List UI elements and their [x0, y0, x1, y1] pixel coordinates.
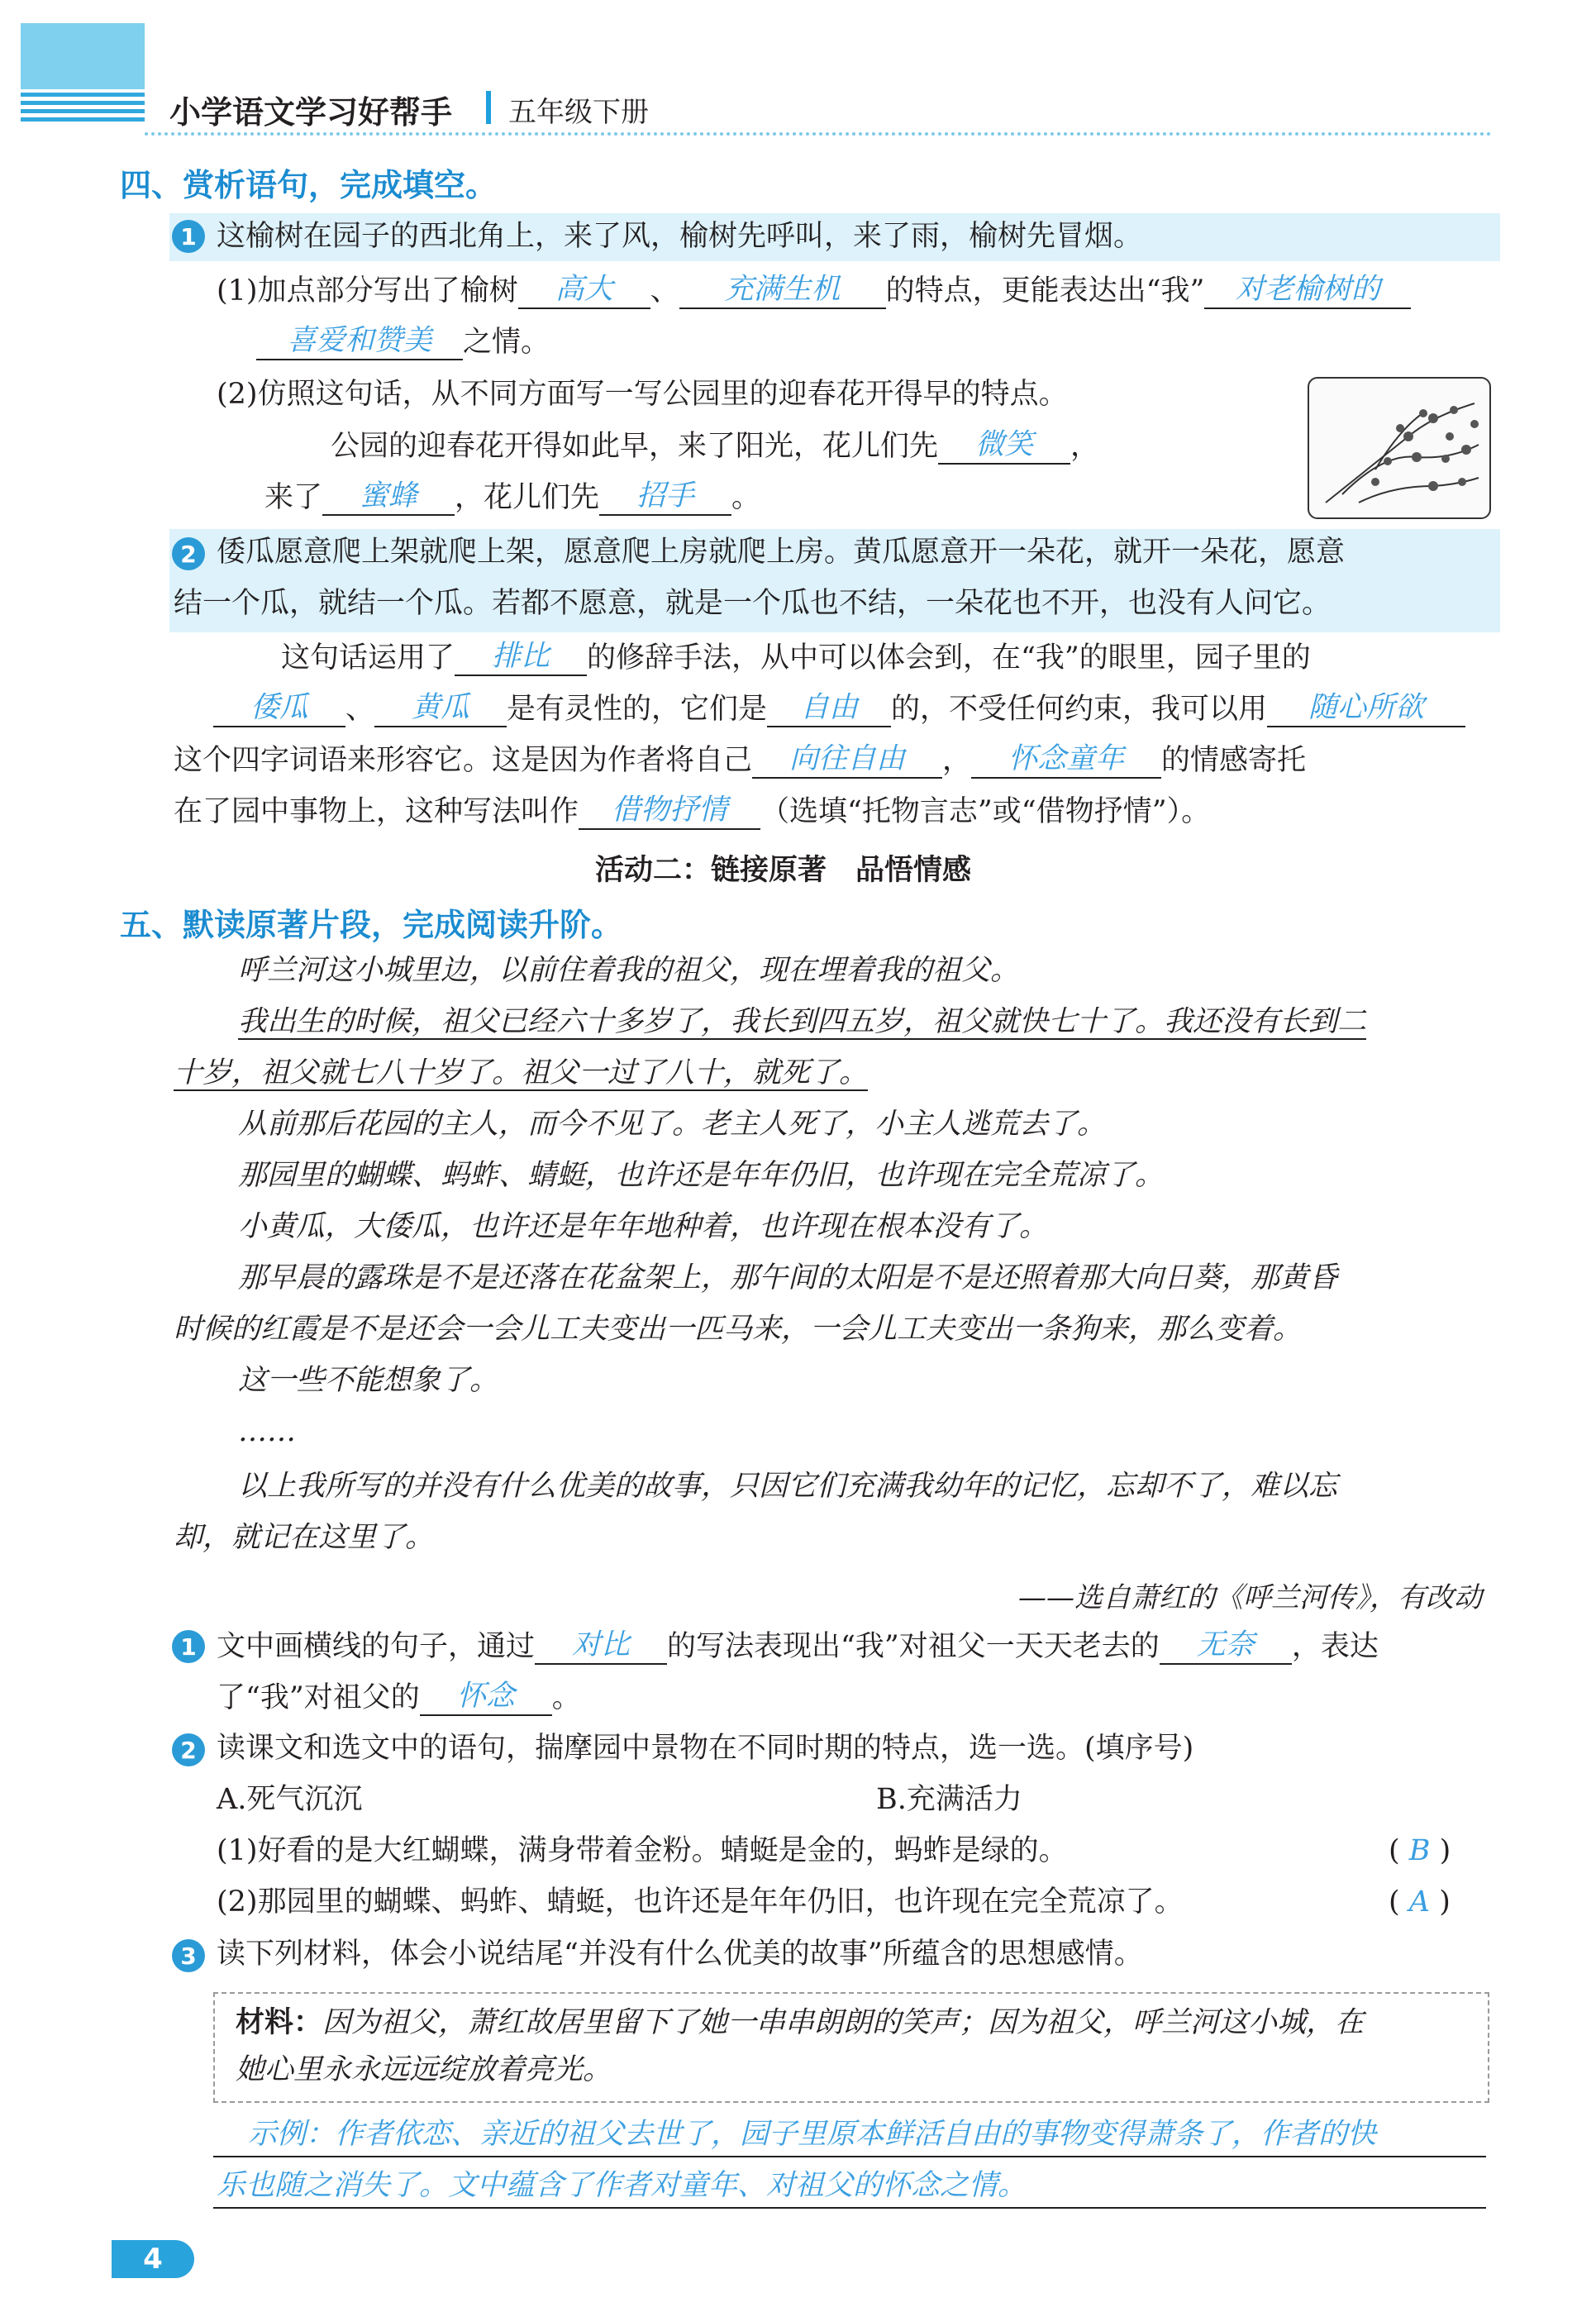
header-dotted-rule [145, 132, 1492, 136]
answer-blank[interactable]: 招手 [599, 478, 731, 516]
answer-blank[interactable]: 微笑 [938, 427, 1070, 465]
answer-blank[interactable]: 充满生机 [679, 271, 886, 309]
material-line2: 她心里永永远远绽放着亮光。 [236, 2053, 612, 2086]
passage-ellipsis: …… [238, 1415, 296, 1448]
q1-part2-line2: 来了 蜜蜂 ，花儿们先 招手 。 [264, 479, 761, 514]
material-line1: 材料：因为祖父，萧红故居里留下了她一串串朗朗的笑声；因为祖父，呼兰河这小城，在 [236, 2005, 1365, 2039]
flower-illustration [1308, 377, 1491, 519]
section4-title: 四、赏析语句，完成填空。 [120, 167, 498, 203]
q2-fill-line3: 这个四字词语来形容它。这是因为作者将自己 向往自由 ， 怀念童年 的情感寄托 [174, 742, 1307, 777]
q1-sentence: 这榆树在园子的西北角上，来了风，榆树先呼叫，来了雨，榆树先冒烟。 [217, 220, 1143, 253]
passage-line-underlined: 十岁，祖父就七八十岁了。祖父一过了八十，就死了。 [174, 1056, 869, 1089]
q2-number: 2 [172, 537, 205, 570]
answer-blank[interactable]: 怀念童年 [971, 741, 1161, 779]
answer-rule [213, 2207, 1486, 2209]
passage-line: 时候的红霞是不是还会一会儿工夫变出一匹马来，一会儿工夫变出一条狗来，那么变着。 [174, 1313, 1303, 1346]
q1-number: 1 [172, 220, 205, 253]
s5-q2-item2: (2)那园里的蝴蝶、蚂蚱、蜻蜓，也许还是年年仍旧，也许现在完全荒凉了。 [217, 1885, 1184, 1919]
q1-part2-line1: 公园的迎春花开得如此早，来了阳光，花儿们先 微笑 ， [331, 428, 1100, 463]
s5-q1-number: 1 [172, 1630, 205, 1663]
s5-q3-number: 3 [172, 1939, 205, 1972]
example-answer-line1: 示例：作者依恋、亲近的祖父去世了，园子里原本鲜活自由的事物变得萧条了，作者的快 [248, 2118, 1377, 2151]
q2-fill-line4: 在了园中事物上，这种写法叫作 借物抒情 （选填“托物言志”或“借物抒情”）。 [174, 794, 1211, 828]
q2-fill-line2: 倭瓜 、 黄瓜 是有灵性的，它们是 自由 的，不受任何约束，我可以用 随心所欲 [213, 689, 1465, 727]
s5-q3-stem: 读下列材料，体会小说结尾“并没有什么优美的故事”所蕴含的思想感情。 [217, 1938, 1143, 1971]
q1-part2-stem: (2)仿照这句话，从不同方面写一写公园里的迎春花开得早的特点。 [217, 378, 1068, 411]
book-title: 小学语文学习好帮手 [169, 94, 453, 131]
answer-blank[interactable]: 排比 [455, 638, 587, 676]
answer-blank[interactable]: 蜜蜂 [322, 478, 455, 516]
option-a: A.死气沉沉 [217, 1783, 363, 1816]
s5-q1-line1: 文中画横线的句子，通过 对比 的写法表现出“我”对祖父一天天老去的 无奈 ，表达 [217, 1628, 1379, 1663]
s5-q2-answer2[interactable]: ( A ) [1389, 1885, 1451, 1919]
passage-line: 以上我所写的并没有什么优美的故事，只因它们充满我幼年的记忆，忘却不了，难以忘 [238, 1470, 1338, 1503]
q1-part1-line2: 喜爱和赞美 之情。 [256, 322, 550, 360]
answer-blank[interactable]: 自由 [767, 689, 891, 727]
answer-blank[interactable]: 倭瓜 [213, 689, 345, 727]
answer-blank[interactable]: 高大 [518, 271, 650, 309]
activity2-heading: 活动二：链接原著 品悟情感 [595, 854, 972, 887]
answer-blank[interactable]: 无奈 [1160, 1627, 1292, 1665]
q1-part1-line1: (1)加点部分写出了榆树 高大 、 充满生机 的特点，更能表达出“我” 对老榆树的 [217, 271, 1411, 309]
passage-line-underlined: 我出生的时候，祖父已经六十多岁了，我长到四五岁，祖父就快七十了。我还没有长到二 [238, 1005, 1367, 1038]
section5-title: 五、默读原著片段，完成阅读升阶。 [120, 907, 623, 943]
example-answer-line2: 乐也随之消失了。文中蕴含了作者对童年、对祖父的怀念之情。 [217, 2169, 1027, 2202]
answer-blank[interactable]: 对老榆树的 [1204, 271, 1411, 309]
q2-text-line1: 倭瓜愿意爬上架就爬上架，愿意爬上房就爬上房。黄瓜愿意开一朵花，就开一朵花，愿意 [217, 536, 1346, 569]
passage-line: 那园里的蝴蝶、蚂蚱、蜻蜓，也许还是年年仍旧，也许现在完全荒凉了。 [238, 1159, 1165, 1192]
s5-q2-number: 2 [172, 1733, 205, 1766]
answer-blank[interactable]: 对比 [535, 1627, 667, 1665]
q2-text-line2: 结一个瓜，就结一个瓜。若都不愿意，就是一个瓜也不结，一朵花也不开，也没有人问它。 [174, 587, 1332, 620]
q2-fill-line1: 这句话运用了 排比 的修辞手法，从中可以体会到，在“我”的眼里，园子里的 [281, 640, 1311, 675]
answer-blank[interactable]: 喜爱和赞美 [256, 322, 463, 360]
option-b: B.充满活力 [876, 1783, 1022, 1816]
book-grade: 五年级下册 [508, 96, 649, 129]
page-number: 4 [112, 2240, 194, 2278]
winter-jasmine-drawing [1309, 379, 1489, 517]
s5-q2-item1: (1)好看的是大红蝴蝶，满身带着金粉。蜻蜓是金的，蚂蚱是绿的。 [217, 1834, 1068, 1867]
answer-blank[interactable]: 借物抒情 [579, 792, 760, 830]
header-block [21, 23, 145, 89]
s5-q2-stem: 读课文和选文中的语句，揣摩园中景物在不同时期的特点，选一选。(填序号) [217, 1732, 1194, 1765]
passage-line: 小黄瓜，大倭瓜，也许还是年年地种着，也许现在根本没有了。 [238, 1210, 1049, 1243]
passage-line: 从前那后花园的主人，而今不见了。老主人死了，小主人逃荒去了。 [238, 1108, 1107, 1141]
header-stripes [21, 93, 145, 126]
s5-q1-line2: 了“我”对祖父的 怀念 。 [217, 1680, 581, 1714]
answer-blank[interactable]: 怀念 [420, 1678, 552, 1716]
header-divider [486, 91, 491, 124]
s5-q2-answer1[interactable]: ( B ) [1389, 1834, 1451, 1867]
passage-line: 却，就记在这里了。 [174, 1521, 435, 1554]
answer-blank[interactable]: 随心所欲 [1267, 689, 1465, 727]
passage-source: ——选自萧红的《呼兰河传》，有改动 [1018, 1581, 1482, 1614]
answer-blank[interactable]: 向往自由 [752, 741, 942, 779]
answer-rule [213, 2156, 1486, 2157]
passage-line: 呼兰河这小城里边，以前住着我的祖父，现在埋着我的祖父。 [238, 954, 1020, 987]
passage-line: 这一些不能想象了。 [238, 1364, 499, 1397]
answer-blank[interactable]: 黄瓜 [374, 689, 507, 727]
passage-line: 那早晨的露珠是不是还落在花盆架上，那午间的太阳是不是还照着那大向日葵，那黄昏 [238, 1261, 1338, 1294]
